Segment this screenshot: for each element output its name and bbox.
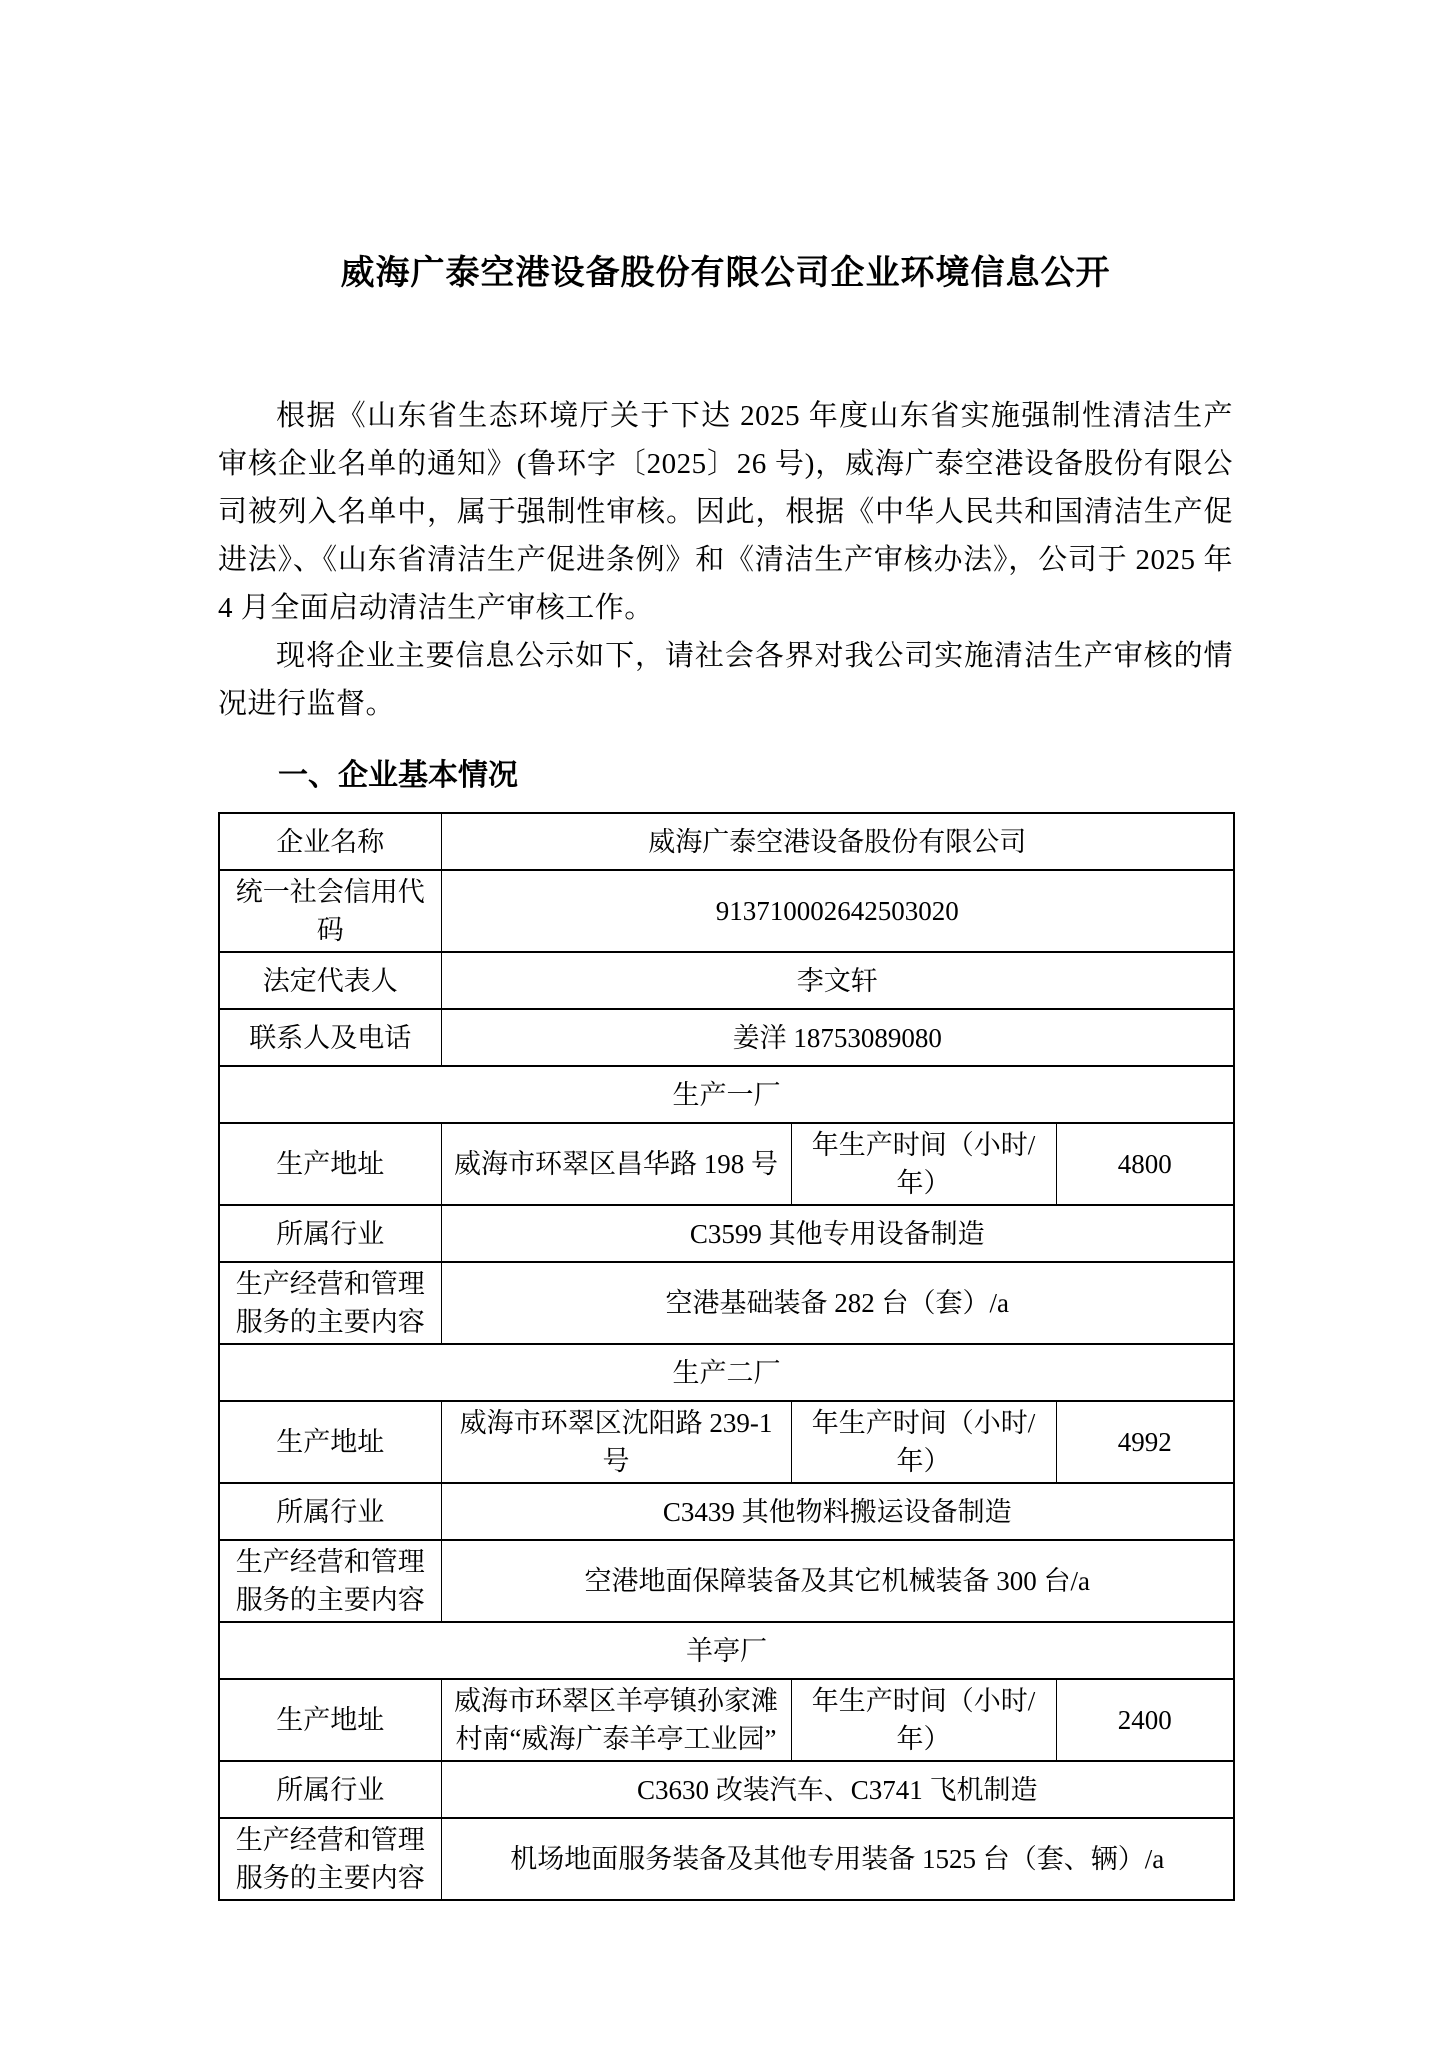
industry-label: 所属行业 — [219, 1761, 441, 1818]
legal-rep-value: 李文轩 — [441, 952, 1234, 1009]
table-row — [219, 1679, 1234, 1761]
company-name-value: 威海广泰空港设备股份有限公司 — [441, 813, 1234, 870]
table-row — [219, 1483, 1234, 1540]
table-row — [219, 1401, 1234, 1483]
contact-value: 姜洋 18753089080 — [441, 1009, 1234, 1066]
table-row — [219, 1262, 1234, 1344]
factory-1-address: 威海市环翠区昌华路 198 号 — [441, 1123, 791, 1205]
factory-section-row — [219, 1622, 1234, 1679]
factory-3-hours: 2400 — [1056, 1679, 1234, 1761]
credit-code-value: 913710002642503020 — [441, 870, 1234, 952]
hours-label: 年生产时间（小时/年） — [791, 1679, 1056, 1761]
intro-paragraph: 根据《山东省生态环境厅关于下达 2025 年度山东省实施强制性清洁生产审核企业名单的通知》(鲁环字〔2025〕26 号)，威海广泰空港设备股份有限公司被列入名单中，属于强制性审核。因此，根据《中华人民共和国清洁生产促进法》、《山东省清洁生产促进条例》和《清洁生产审核办法》，公司于 2025 年 4 月全面启动清洁生产审核工作。 — [218, 400, 1233, 624]
factory-3-scope: 机场地面服务装备及其他专用装备 1525 台（套、辆）/a — [441, 1818, 1234, 1900]
credit-code-label: 统一社会信用代码 — [219, 870, 441, 952]
factory-3-industry: C3630 改装汽车、C3741 飞机制造 — [441, 1761, 1234, 1818]
factory-2-hours: 4992 — [1056, 1401, 1234, 1483]
disclosure-paragraph: 现将企业主要信息公示如下，请社会各界对我公司实施清洁生产审核的情况进行监督。 — [218, 640, 1233, 720]
company-name-label: 企业名称 — [219, 813, 441, 870]
company-basic-info-table — [218, 812, 1235, 1901]
table-row — [219, 1540, 1234, 1622]
scope-label: 生产经营和管理服务的主要内容 — [219, 1262, 441, 1344]
scope-label: 生产经营和管理服务的主要内容 — [219, 1540, 441, 1622]
factory-1-industry: C3599 其他专用设备制造 — [441, 1205, 1234, 1262]
hours-label: 年生产时间（小时/年） — [791, 1123, 1056, 1205]
factory-section-row — [219, 1066, 1234, 1123]
factory-2-name: 生产二厂 — [219, 1344, 1234, 1401]
hours-label: 年生产时间（小时/年） — [791, 1401, 1056, 1483]
address-label: 生产地址 — [219, 1401, 441, 1483]
table-row — [219, 1205, 1234, 1262]
table-row — [219, 1761, 1234, 1818]
industry-label: 所属行业 — [219, 1483, 441, 1540]
factory-1-hours: 4800 — [1056, 1123, 1234, 1205]
table-row — [219, 1818, 1234, 1900]
factory-3-address: 威海市环翠区羊亭镇孙家滩村南“威海广泰羊亭工业园” — [441, 1679, 791, 1761]
factory-3-name: 羊亭厂 — [219, 1622, 1234, 1679]
industry-label: 所属行业 — [219, 1205, 441, 1262]
factory-2-scope: 空港地面保障装备及其它机械装备 300 台/a — [441, 1540, 1234, 1622]
factory-section-row — [219, 1344, 1234, 1401]
table-row — [219, 952, 1234, 1009]
address-label: 生产地址 — [219, 1679, 441, 1761]
factory-2-address: 威海市环翠区沈阳路 239-1 号 — [441, 1401, 791, 1483]
address-label: 生产地址 — [219, 1123, 441, 1205]
contact-label: 联系人及电话 — [219, 1009, 441, 1066]
table-row — [219, 1009, 1234, 1066]
factory-1-name: 生产一厂 — [219, 1066, 1234, 1123]
scope-label: 生产经营和管理服务的主要内容 — [219, 1818, 441, 1900]
legal-rep-label: 法定代表人 — [219, 952, 441, 1009]
table-row — [219, 1123, 1234, 1205]
section-heading-basic-info: 一、企业基本情况 — [278, 759, 518, 792]
factory-1-scope: 空港基础装备 282 台（套）/a — [441, 1262, 1234, 1344]
table-row — [219, 813, 1234, 870]
document-title: 威海广泰空港设备股份有限公司企业环境信息公开 — [340, 255, 1111, 292]
factory-2-industry: C3439 其他物料搬运设备制造 — [441, 1483, 1234, 1540]
table-row — [219, 870, 1234, 952]
